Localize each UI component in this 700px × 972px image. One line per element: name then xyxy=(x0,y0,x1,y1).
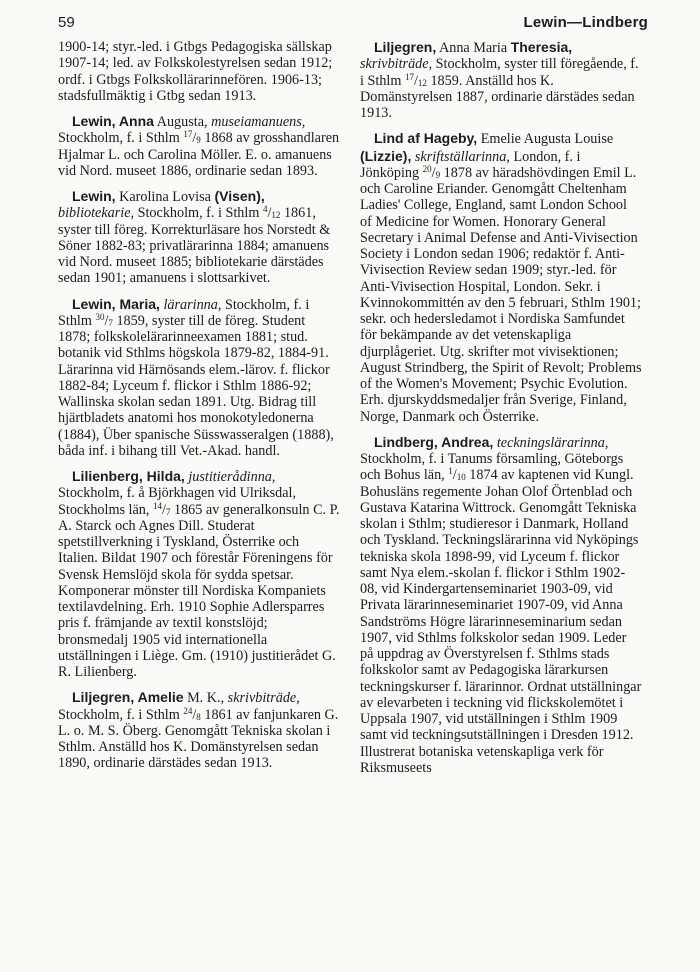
date-month: 9 xyxy=(435,169,441,180)
entry-text: 1865 av generalkonsuln C. P. A. Starck och Agnes Dill. Studerat spetstillverkning i Tyskland, Österrike och Italien. Bildat 1907 och förestår Föreningens för Svensk Hemslöjd skola för sydda spetsar. Komponerar mönster till Nordiska Kompaniets textilavdelning. Erh. 1910 Sophie Adlersparres pris f. främjande av textil konstslöjd; bronsmedalj 1905 vid internationella utställningen i Liège. Gm. (1910) justitierådet G. R. Lilienberg. xyxy=(58,501,340,680)
entry-name: Lewin, Maria, xyxy=(72,295,160,312)
entry-date-fraction: $^1/_{10}$ xyxy=(448,466,466,484)
entry-text: , Stockholm, f. i Sthlm xyxy=(130,205,263,222)
date-month: 12 xyxy=(417,77,427,88)
entry-text: 1868 av grosshandlaren Hjalmar L. och Carolina Möller. E. o. amanuens vid Nord. museet 1886, ordinarie sedan 1893. xyxy=(58,130,340,179)
entry-text: 1878 av häradshövdingen Emil L. och Caroline Eriander. Genomgått Cheltenham Ladies' College, England, samt London School of Medicine for Women. Honorary General Secretary i Animal Defense and Anti-Vivisection Society i London sedan 1906; redaktör f. Anti-Vivisection Review sedan 1909; styr.-led. för Anti-Vivisection Hospital, London. Sekr. i Kvinnokommittén av den 5 februari, Sthlm 1901; sekr. och hedersledamot i Nordiska Samfundet för bekämpande av det vetenskapliga djurplågeriet. Utg. skrifter mot vivisektionen; August Strindberg, the Spirit of Revolt; Problems of the Women's Movement; Psychic Evolution. Erh. djurskyddsmedaljer från Sverige, Finland, Norge, Danmark och Österrike. xyxy=(360,164,642,425)
entry-date-fraction: $^{24}/_8$ xyxy=(183,705,201,723)
entry-text: 1900-14; styr.-led. i Gtbgs Pedagogiska sällskap 1907-14; led. av Folkskolestyrelsen sedan 1912; ordf. i Gtbgs Folkskollärarinnefören. 1906-13; stadsfullmäktig i Gtbg sedan 1913. xyxy=(58,39,333,104)
date-month: 12 xyxy=(271,210,281,221)
entry-title: bibliotekarie xyxy=(58,205,131,222)
entry-text: 1861 av fanjunkaren G. L. o. M. S. Öberg. Genomgått Tekniska skolan i Sthlm. Anställd hos K. Domänstyrelsen sedan 1890, ordinarie därstädes sedan 1913. xyxy=(58,706,339,772)
entry-text: , Stockholm, syster till föregående, f. i Sthlm xyxy=(360,56,639,89)
entry-name: (Visen), xyxy=(214,188,265,204)
entry-text: , London, f. i Jönköping xyxy=(360,148,581,181)
entry-text: , Stockholm, f. i Sthlm xyxy=(58,296,310,329)
entry-title: lärarinna xyxy=(163,296,218,313)
entry-text: 1861, syster till föreg. Korrekturläsare hos Norstedt & Söner 1882-83; privatlärarinna 1884; amanuens vid Nord. museet 1885; bibliotekarie därstädes sedan 1901; amanuens i slottsarkivet. xyxy=(58,205,331,287)
date-month: 7 xyxy=(165,506,171,517)
right-column xyxy=(360,39,642,785)
date-day: 1 xyxy=(448,466,453,477)
entry-date-fraction: $^{30}/_7$ xyxy=(95,311,113,329)
entry xyxy=(58,39,340,104)
date-month: 10 xyxy=(456,472,466,483)
date-month: 8 xyxy=(196,711,201,722)
date-day: 17 xyxy=(404,71,414,82)
entry-title: skrivbiträde xyxy=(360,56,429,73)
entry-title: skrivbiträde xyxy=(227,690,297,707)
entry-date-fraction: $^{14}/_7$ xyxy=(152,500,171,518)
entry-given-names: M. K., xyxy=(183,690,228,707)
entry-title: museiamanuens xyxy=(211,114,302,130)
date-month: 9 xyxy=(196,135,201,146)
entry xyxy=(58,296,340,460)
entry xyxy=(360,39,642,121)
entry-text: , Stockholm, f. i Sthlm xyxy=(58,690,300,723)
entry-text: 1859, syster till de föreg. Student 1878; folkskolelärarinneexamen 1881; stud. botanik vid Sthlms högskola 1879-82, 1884-91. Lärarinna vid Härnösands elem.-lärov. f. flickor 1882-84; Lyceum f. flickor i Sthlm 1886-92; Wallinska skolan sedan 1891. Utg. Bidrag till hjärtbladets anatomi hos monokotyledonerna (1884), Über spanische Süsswasseralgen (1888), båda inf. i bihang till Vet.-Akad. handl. xyxy=(58,312,334,459)
entry-text: 1874 av kaptenen vid Kungl. Bohusläns regemente Johan Olof Örtenblad och Gustava Katarina Wittrock. Genomgått Tekniska skolan i Sthlm; studieresor i Danmark, Holland och Tyskland. Teckningslärarinna vid Nyköpings tekniska skola 1898-99, vid Lyceum f. flickor samt Nya elem.-skolan f. flickor i Sthlm 1902-08, vid Kindergartenseminariet 1903-09, vid Privata lärarinneseminariet 1907-09, vid Anna Sandströms Högre lärarinneseminarium sedan 1907, vid Sthlms folkskolor sedan 1909. Leder på uppdrag av Överstyrelsen f. Sthlms stads folkskolor samt av Pedagogiska lärarkursen teckningskurser f. lärarinnor. Ordnat utställningar av elevarbeten i teckning vid flickskolemötet i Uppsala 1907, vid utställningen i Sthlm 1909 samt vid teckningsutställningen i Dresden 1912. Illustrerat botaniska vetenskapliga verk för Riksmuseets xyxy=(360,467,642,776)
entry xyxy=(58,113,340,179)
entry-date-fraction: $^{17}/_9$ xyxy=(183,129,201,147)
entry-given-names: Anna Maria xyxy=(436,40,511,56)
entry-text: , Stockholm, f. å Björkhagen vid Ulriksdal, Stockholms län, xyxy=(58,469,297,518)
entry-date-fraction: $^{20}/_9$ xyxy=(422,163,441,181)
date-day: 4 xyxy=(262,204,268,215)
entry-date-fraction: $^{17}/_{12}$ xyxy=(404,71,427,89)
date-day: 30 xyxy=(95,311,105,322)
entry-text: , Stockholm, f. i Tanums församling, Göteborgs och Bohus län, xyxy=(360,434,624,484)
entry-title: skriftställarinna xyxy=(414,148,507,165)
entry-name: Liljegren, xyxy=(374,39,437,55)
date-day: 20 xyxy=(422,163,432,174)
entry-name: Lilienberg, Hilda, xyxy=(72,468,185,484)
entry-name: Liljegren, Amelie xyxy=(72,689,184,706)
entry-name: Lewin, xyxy=(72,188,116,204)
entry xyxy=(58,689,340,771)
entry-name: Theresia, xyxy=(510,39,573,55)
entry-name: Lind af Hageby, xyxy=(374,130,478,147)
entry-name: (Lizzie), xyxy=(360,147,412,164)
entry-given-names: Augusta, xyxy=(153,114,212,130)
entry xyxy=(360,130,642,425)
entry xyxy=(360,434,642,776)
entry-date-fraction: $^4/_{12}$ xyxy=(262,204,281,222)
date-day: 17 xyxy=(183,129,193,140)
page-header xyxy=(58,14,648,36)
entry-text: , Stockholm, f. i Sthlm xyxy=(58,114,306,147)
left-column xyxy=(58,39,340,781)
page-number: 59 xyxy=(58,14,75,31)
entry xyxy=(58,468,340,680)
entry-name: Lewin, Anna xyxy=(72,113,154,129)
entry-text: 1859. Anställd hos K. Domänstyrelsen 1887, ordinarie därstädes sedan 1913. xyxy=(360,72,635,121)
entry-title: teckningslärarinna xyxy=(496,434,605,451)
entry-title: justitierådinna xyxy=(188,469,272,485)
running-head: Lewin—Lindberg xyxy=(523,14,648,31)
entry-name: Lindberg, Andrea, xyxy=(374,433,494,450)
date-month: 7 xyxy=(108,317,113,328)
entry-given-names: Karolina Lovisa xyxy=(115,189,215,205)
date-day: 24 xyxy=(183,705,193,716)
entry-given-names: Emelie Augusta Louise xyxy=(477,131,614,148)
date-day: 14 xyxy=(152,500,162,511)
entry xyxy=(58,188,340,287)
